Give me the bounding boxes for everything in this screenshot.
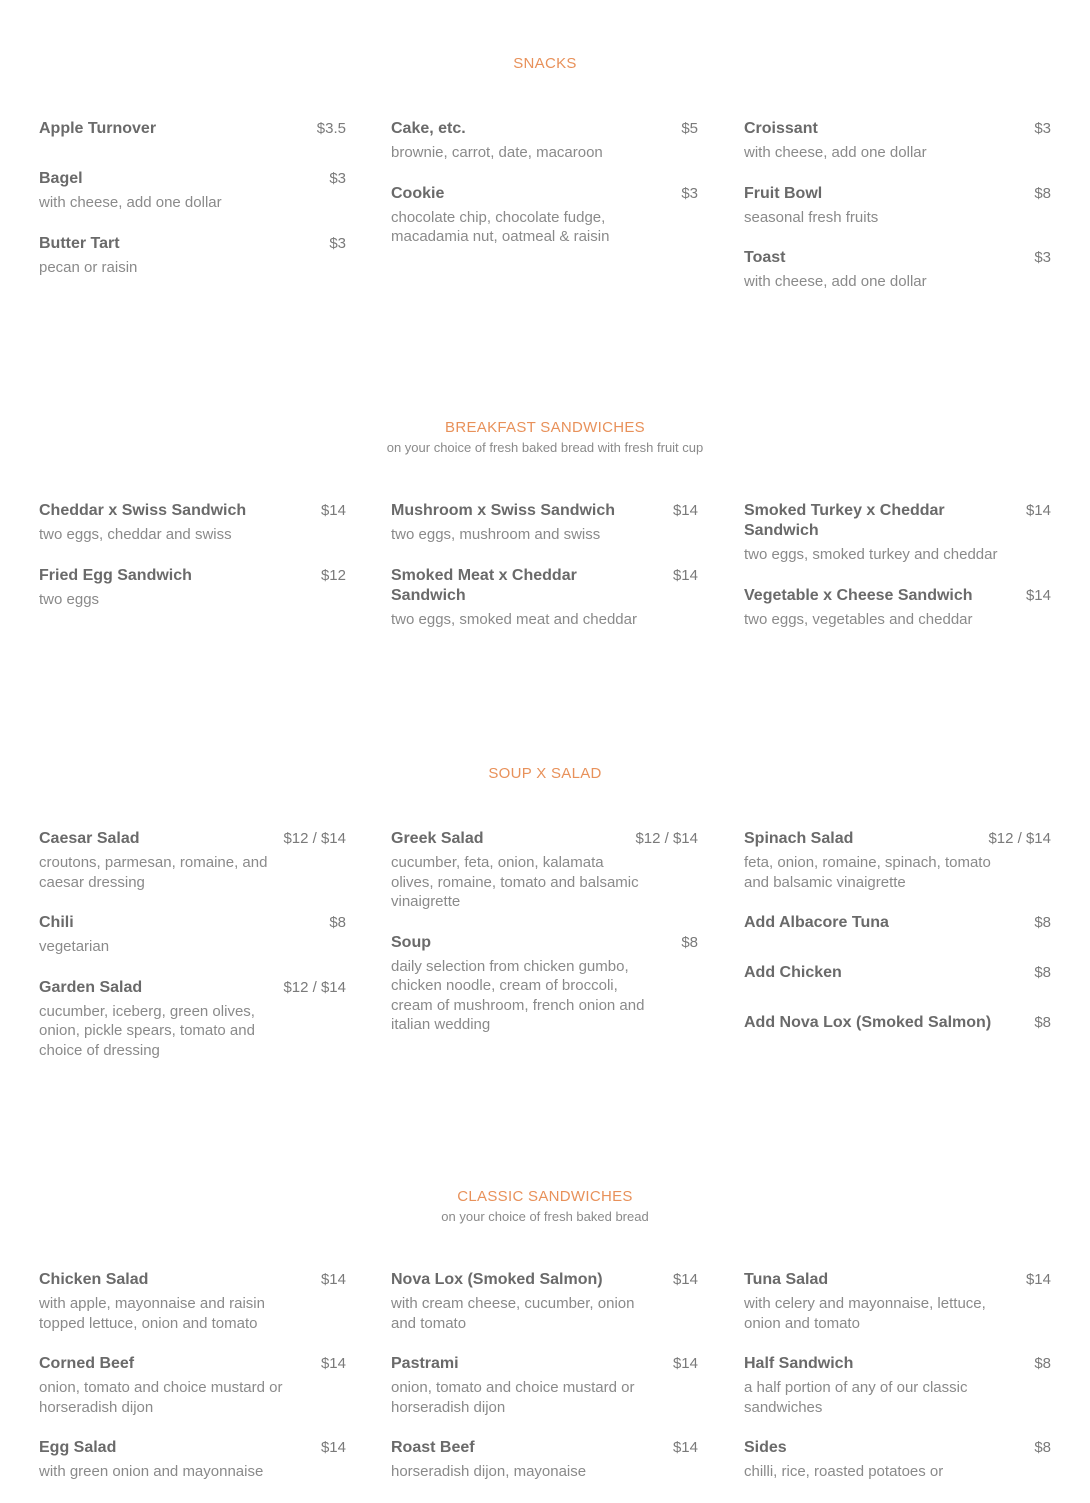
menu-item — [391, 933, 698, 1035]
item-name: Greek Salad — [391, 830, 484, 847]
item-description: croutons, parmesan, romaine, and caesar dressing — [39, 854, 268, 891]
item-price: $14 — [672, 502, 698, 519]
item-name: Tuna Salad — [744, 1271, 829, 1288]
item-price: $8 — [1034, 914, 1051, 931]
menu-column — [744, 501, 1051, 650]
section-title: SOUP X SALAD — [488, 765, 602, 782]
section-header-classic-sandwiches — [0, 1188, 1090, 1225]
item-price: $12 / $14 — [988, 830, 1051, 847]
item-price: $14 — [672, 566, 698, 584]
item-price: $3 — [1034, 249, 1051, 266]
item-name: Caesar Salad — [39, 830, 140, 847]
menu-item — [391, 1270, 698, 1333]
menu-item — [391, 501, 698, 545]
menu-column — [39, 119, 346, 298]
item-name: Roast Beef — [391, 1439, 475, 1456]
section-header-breakfast-sandwiches — [0, 419, 1090, 456]
item-name: Garden Salad — [39, 978, 143, 996]
menu-item — [39, 119, 346, 139]
item-name: Bagel — [39, 170, 83, 187]
item-name: Add Nova Lox (Smoked Salmon) — [744, 1014, 992, 1031]
item-description: cucumber, feta, onion, kalamata olives, romaine, tomato and balsamic vinaigrette — [391, 854, 639, 910]
item-price: $12 / $14 — [283, 830, 346, 847]
menu-item — [391, 184, 698, 247]
item-price: $14 — [1025, 586, 1051, 604]
item-description: onion, tomato and choice mustard or horseradish dijon — [391, 1379, 635, 1416]
item-description: with cheese, add one dollar — [39, 194, 222, 211]
item-name: Soup — [391, 933, 431, 951]
menu-column — [391, 1270, 698, 1503]
item-price: $14 — [672, 1439, 698, 1456]
menu-item — [39, 234, 346, 278]
item-price: $12 — [320, 566, 346, 584]
item-name: Nova Lox (Smoked Salmon) — [391, 1271, 603, 1288]
menu-column — [39, 501, 346, 630]
section-header-soup-salad — [0, 765, 1090, 783]
menu-item — [744, 119, 1051, 163]
item-price: $8 — [1034, 1439, 1051, 1456]
section-header-snacks — [0, 55, 1090, 73]
item-price: $3 — [329, 170, 346, 187]
item-description: two eggs, mushroom and swiss — [391, 526, 601, 543]
item-price: $14 — [1025, 502, 1051, 519]
menu-item — [744, 829, 1051, 892]
menu-item — [39, 1270, 346, 1333]
item-name: Chicken Salad — [39, 1271, 149, 1288]
menu-item — [744, 1270, 1051, 1333]
item-description: onion, tomato and choice mustard or horseradish dijon — [39, 1379, 283, 1416]
item-description: with cheese, add one dollar — [744, 144, 927, 161]
item-description: two eggs, cheddar and swiss — [39, 526, 232, 543]
menu-item — [39, 501, 346, 545]
menu-column — [39, 829, 346, 1081]
item-name: Mushroom x Swiss Sandwich — [391, 502, 616, 519]
item-price: $12 / $14 — [283, 978, 346, 996]
menu-item — [39, 566, 346, 610]
item-name: Egg Salad — [39, 1439, 117, 1456]
menu-item — [39, 978, 346, 1061]
section-subtitle: on your choice of fresh baked bread — [441, 1209, 649, 1224]
item-description: two eggs, vegetables and cheddar — [744, 610, 973, 628]
item-name: Add Chicken — [744, 964, 842, 981]
item-name: Corned Beef — [39, 1355, 135, 1372]
section-subtitle: on your choice of fresh baked bread with fresh fruit cup — [386, 440, 704, 455]
item-price: $14 — [320, 1271, 346, 1288]
menu-column — [744, 1270, 1051, 1503]
item-description: two eggs, smoked turkey and cheddar — [744, 546, 998, 563]
item-price: $3 — [329, 234, 346, 252]
item-price: $14 — [320, 502, 346, 519]
item-name: Spinach Salad — [744, 830, 854, 847]
item-name: Smoked Meat x Cheddar Sandwich — [391, 566, 577, 604]
item-description: daily selection from chicken gumbo, chicken noodle, cream of broccoli, cream of mushroom, french onion and italian wedding — [391, 957, 645, 1033]
item-price: $8 — [1034, 184, 1051, 202]
section-title: CLASSIC SANDWICHES — [457, 1188, 633, 1205]
menu-item — [744, 184, 1051, 228]
item-price: $8 — [329, 914, 346, 931]
menu-item — [391, 1438, 698, 1482]
item-description: seasonal fresh fruits — [744, 208, 879, 226]
item-name: Toast — [744, 249, 786, 266]
item-description: with celery and mayonnaise, lettuce, onion and tomato — [744, 1295, 986, 1332]
item-description: with apple, mayonnaise and raisin topped lettuce, onion and tomato — [39, 1295, 265, 1332]
item-description: feta, onion, romaine, spinach, tomato and balsamic vinaigrette — [744, 854, 991, 891]
menu-column — [391, 829, 698, 1056]
menu-column — [744, 119, 1051, 313]
item-description: horseradish dijon, mayonaise — [391, 1463, 587, 1480]
item-price: $5 — [681, 120, 698, 137]
menu-item — [39, 829, 346, 892]
menu-item — [744, 1013, 1051, 1033]
item-name: Pastrami — [391, 1355, 459, 1372]
item-price: $14 — [672, 1355, 698, 1372]
item-name: Fried Egg Sandwich — [39, 566, 192, 584]
item-description: chilli, rice, roasted potatoes or — [744, 1463, 944, 1480]
item-description: pecan or raisin — [39, 258, 138, 276]
item-price: $12 / $14 — [635, 830, 698, 847]
item-price: $8 — [1034, 964, 1051, 981]
menu-item — [744, 913, 1051, 933]
menu-item — [39, 169, 346, 213]
item-name: Apple Turnover — [39, 120, 157, 137]
menu-item — [39, 1354, 346, 1417]
item-price: $3 — [681, 184, 698, 202]
item-description: cucumber, iceberg, green olives, onion, pickle spears, tomato and choice of dressing — [39, 1002, 255, 1059]
menu-item — [391, 1354, 698, 1417]
item-price: $3 — [1034, 120, 1051, 137]
section-title: SNACKS — [513, 55, 577, 72]
menu-column — [39, 1270, 346, 1503]
menu-column — [744, 829, 1051, 1063]
menu-item — [744, 1438, 1051, 1482]
item-name: Cookie — [391, 184, 445, 202]
item-description: two eggs — [39, 590, 100, 608]
menu-item — [39, 1438, 346, 1482]
item-price: $14 — [320, 1439, 346, 1456]
menu-item — [39, 913, 346, 957]
item-description: vegetarian — [39, 938, 110, 955]
section-title: BREAKFAST SANDWICHES — [445, 419, 645, 436]
item-price: $14 — [1025, 1271, 1051, 1288]
item-description: with cheese, add one dollar — [744, 273, 927, 290]
item-name: Cake, etc. — [391, 120, 466, 137]
item-name: Smoked Turkey x Cheddar Sandwich — [744, 502, 945, 539]
menu-item — [744, 963, 1051, 983]
item-description: a half portion of any of our classic sandwiches — [744, 1379, 968, 1416]
item-name: Vegetable x Cheese Sandwich — [744, 586, 973, 604]
menu-item — [391, 119, 698, 163]
item-price: $8 — [681, 933, 698, 951]
menu-column — [391, 119, 698, 268]
item-price: $14 — [672, 1271, 698, 1288]
item-name: Sides — [744, 1439, 787, 1456]
item-price: $8 — [1034, 1014, 1051, 1031]
item-name: Cheddar x Swiss Sandwich — [39, 502, 247, 519]
menu-item — [744, 586, 1051, 630]
menu-column — [391, 501, 698, 650]
item-description: chocolate chip, chocolate fudge, macadamia nut, oatmeal & raisin — [391, 208, 610, 245]
item-name: Butter Tart — [39, 234, 120, 252]
item-price: $3.5 — [316, 120, 346, 137]
menu-item — [744, 501, 1051, 565]
item-name: Fruit Bowl — [744, 184, 823, 202]
item-name: Half Sandwich — [744, 1355, 854, 1372]
menu-item — [391, 829, 698, 912]
item-name: Croissant — [744, 120, 818, 137]
item-name: Chili — [39, 914, 74, 931]
item-price: $8 — [1034, 1355, 1051, 1372]
item-description: brownie, carrot, date, macaroon — [391, 144, 603, 161]
item-price: $14 — [320, 1355, 346, 1372]
item-description: with cream cheese, cucumber, onion and tomato — [391, 1295, 635, 1332]
item-description: two eggs, smoked meat and cheddar — [391, 610, 637, 628]
menu-item — [744, 1354, 1051, 1417]
item-name: Add Albacore Tuna — [744, 914, 889, 931]
menu-item — [391, 566, 698, 630]
item-description: with green onion and mayonnaise — [39, 1463, 264, 1480]
menu-item — [744, 248, 1051, 292]
